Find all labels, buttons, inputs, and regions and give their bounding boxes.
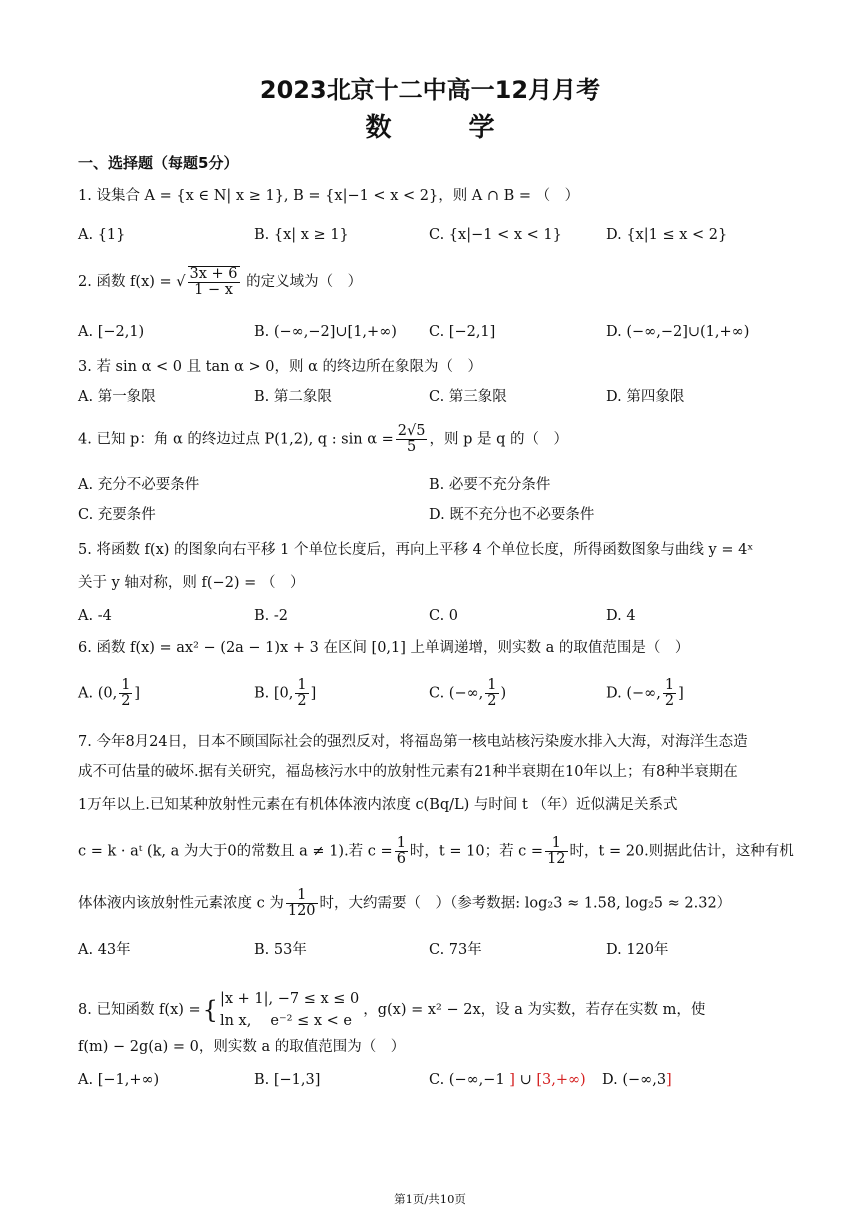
q7-option-c: C. 73年 xyxy=(429,942,482,958)
question-8-line-2: f(m) − 2g(a) = 0，则实数 a 的取值范围为（ ） xyxy=(78,1039,406,1055)
q1-option-a: A. {1} xyxy=(78,227,126,243)
q1-option-b: B. {x| x ≥ 1} xyxy=(254,227,349,243)
q6-option-b: B. [0, $\frac{1}{2}$ ] xyxy=(254,677,317,709)
q2-option-d: D. (−∞,−2]∪(1,+∞) xyxy=(606,324,750,340)
q1-option-c: C. {x|−1 < x < 1} xyxy=(429,227,562,243)
question-7-line-5: 体体液内该放射性元素浓度 c 为 $\frac{1}{120}$ 时，大约需要（ ）（参考数据: log₂3 ≈ 1.58, log₂5 ≈ 2.32） xyxy=(78,887,732,919)
question-2: 2. 函数 f(x) = √ $\frac{3x + 6}{1 - x}$ 的定义域为（ ） xyxy=(78,266,363,298)
question-7-line-1: 7. 今年8月24日，日本不顾国际社会的强烈反对，将福岛第一核电站核污染废水排入大海，对海洋生态造 xyxy=(78,734,748,750)
q6-option-d: D. (−∞, $\frac{1}{2}$ ] xyxy=(606,677,684,709)
question-7-line-3: 1万年以上.已知某种放射性元素在有机体体液内浓度 c(Bq/L) 与时间 t （年）近似满足关系式 xyxy=(78,797,678,813)
question-1: 1. 设集合 A = {x ∈ N| x ≥ 1}, B = {x|−1 < x < 2}，则 A ∩ B = （ ） xyxy=(78,188,580,204)
q2-option-a: A. [−2,1) xyxy=(78,324,145,340)
section-heading: 一、选择题（每题5分） xyxy=(78,154,239,172)
question-8: 8. 已知函数 f(x) = { |x + 1|, −7 ≤ x ≤ 0 ln x, e⁻² ≤ x < e ，g(x) = x² − 2x，设 a 为实数，若存在实数 m，使 xyxy=(78,991,706,1029)
subject-title: 数 学 xyxy=(365,113,529,143)
q4-option-b: B. 必要不充分条件 xyxy=(429,477,551,493)
q2-option-b: B. (−∞,−2]∪[1,+∞) xyxy=(254,324,397,340)
q8-option-c: C. (−∞,−1 ] ∪ [3,+∞) xyxy=(429,1072,586,1088)
q5-option-a: A. -4 xyxy=(78,608,112,624)
question-5-line-2: 关于 y 轴对称，则 f(−2) = （ ） xyxy=(78,575,305,591)
q7-option-d: D. 120年 xyxy=(606,942,669,958)
q1-option-d: D. {x|1 ≤ x < 2} xyxy=(606,227,728,243)
q3-option-d: D. 第四象限 xyxy=(606,389,685,405)
q8-option-b: B. [−1,3] xyxy=(254,1072,321,1088)
question-5-line-1: 5. 将函数 f(x) 的图象向右平移 1 个单位长度后，再向上平移 4 个单位长度，所得函数图象与曲线 y = 4ˣ xyxy=(78,542,754,558)
q8-option-a: A. [−1,+∞) xyxy=(78,1072,160,1088)
q6-option-a: A. (0, $\frac{1}{2}$ ] xyxy=(78,677,141,709)
question-7-line-2: 成不可估量的破坏.据有关研究，福岛核污水中的放射性元素有21种半衰期在10年以上；有8种半衰期在 xyxy=(78,764,738,780)
q4-option-d: D. 既不充分也不必要条件 xyxy=(429,507,595,523)
q4-option-c: C. 充要条件 xyxy=(78,507,156,523)
exam-title: 2023北京十二中高一12月月考 xyxy=(259,76,601,104)
q5-option-c: C. 0 xyxy=(429,608,459,624)
q3-option-b: B. 第二象限 xyxy=(254,389,332,405)
question-7-line-4: c = k · aᵗ (k, a 为大于0的常数且 a ≠ 1).若 c = $\frac{1}{6}$ 时，t = 10；若 c = $\frac{1}{12}$ 时，t = 20.则据此估计，这种有机 xyxy=(78,835,794,867)
q7-option-b: B. 53年 xyxy=(254,942,307,958)
q3-option-c: C. 第三象限 xyxy=(429,389,507,405)
q2-option-c: C. [−2,1] xyxy=(429,324,496,340)
question-3: 3. 若 sin α < 0 且 tan α > 0，则 α 的终边所在象限为（ ） xyxy=(78,359,482,375)
page-footer: 第1页/共10页 xyxy=(394,1192,466,1206)
q7-option-a: A. 43年 xyxy=(78,942,131,958)
brace-symbol: { xyxy=(202,996,218,1024)
q3-option-a: A. 第一象限 xyxy=(78,389,156,405)
question-6: 6. 函数 f(x) = ax² − (2a − 1)x + 3 在区间 [0,1] 上单调递增，则实数 a 的取值范围是（ ） xyxy=(78,640,690,656)
q8-option-d: D. (−∞,3] xyxy=(602,1072,672,1088)
q5-option-d: D. 4 xyxy=(606,608,636,624)
q6-option-c: C. (−∞, $\frac{1}{2}$ ) xyxy=(429,677,507,709)
question-4: 4. 已知 p：角 α 的终边过点 P(1,2), q : sin α = $\frac{2√5}{5}$ ，则 p 是 q 的（ ） xyxy=(78,423,568,455)
q4-option-a: A. 充分不必要条件 xyxy=(78,477,200,493)
q5-option-b: B. -2 xyxy=(254,608,288,624)
